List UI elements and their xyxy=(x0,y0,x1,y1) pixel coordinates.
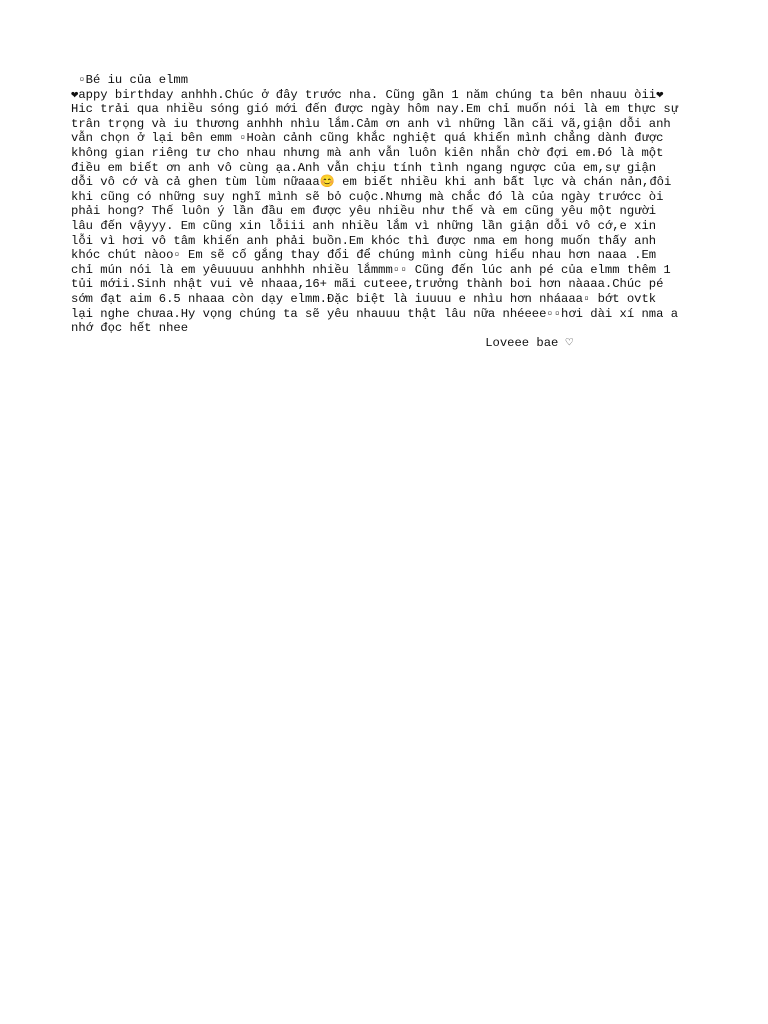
letter-line: sớm đạt aim 6.5 nhaaa còn dạy elmm.Đặc biệt là iuuuu e nhìu hơn nháaaa▫ bớt ovtk xyxy=(71,291,657,306)
letter-greeting: ▫Bé iu của elmm xyxy=(71,73,189,87)
letter-line: khi cũng có những suy nghĩ mình sẽ bỏ cuộc.Nhưng mà chắc đó là của ngày trướcc òi xyxy=(71,189,664,204)
letter-line: ❤appy birthday anhhh.Chúc ở đây trước nha. Cũng gần 1 năm chúng ta bên nhauu òii❤ xyxy=(71,87,664,102)
letter-line: nhớ đọc hết nhee xyxy=(71,321,189,336)
letter-signature: Loveee bae ♡ xyxy=(485,335,573,350)
letter-line: vẫn chọn ở lại bên emm ▫Hoàn cảnh cũng khắc nghiệt quá khiến mình chẳng dành được xyxy=(71,131,664,146)
letter-line: khóc chút nàoo▫ Em sẽ cố gắng thay đổi để chúng mình cùng hiểu nhau hơn naaa .Em xyxy=(71,248,657,263)
letter-line: không gian riêng tư cho nhau nhưng mà anh vẫn luôn kiên nhẫn chờ đợi em.Đó là một xyxy=(71,145,664,160)
letter-line: dỗi vô cớ và cả ghen tùm lùm nữaaa😊 em biết nhiều khi anh bất lực và chán nản,đôi xyxy=(71,175,672,190)
letter-line: trân trọng và iu thương anhhh nhìu lắm.Cảm ơn anh vì những lần cãi vã,giận dỗi anh xyxy=(71,116,671,131)
letter-line: lỗi vì hơi vô tâm khiến anh phải buồn.Em khóc thì được nma em hong muốn thấy anh xyxy=(71,233,657,248)
letter-line: lại nghe chưaa.Hy vọng chúng ta sẽ yêu nhauuu thật lâu nữa nhéeee▫▫hơi dài xí nma a xyxy=(71,306,679,321)
letter-line: lâu đến vậyyy. Em cũng xin lỗiii anh nhiều lắm vì những lần giận dỗi vô cớ,e xin xyxy=(71,218,657,233)
letter-line: chỉ mún nói là em yêuuuuu anhhhh nhiều lắmmm▫▫ Cũng đến lúc anh pé của elmm thêm 1 xyxy=(71,262,671,277)
letter-body xyxy=(71,73,711,350)
letter-line: Hic trải qua nhiều sóng gió mới đến được ngày hôm nay.Em chỉ muốn nói là em thực sự xyxy=(71,102,679,117)
letter-line: điều em biết ơn anh vô cùng ạa.Anh vẫn chịu tính tình ngang ngược của em,sự giận xyxy=(71,160,657,175)
letter-line: phải hong? Thế luôn ý lần đầu em được yêu nhiều như thế và em cũng yêu một người xyxy=(71,204,657,219)
letter-line: tủi mớii.Sinh nhật vui vẻ nhaaa,16+ mãi cuteee,trưởng thành boi hơn nàaaa.Chúc pé xyxy=(71,277,664,292)
